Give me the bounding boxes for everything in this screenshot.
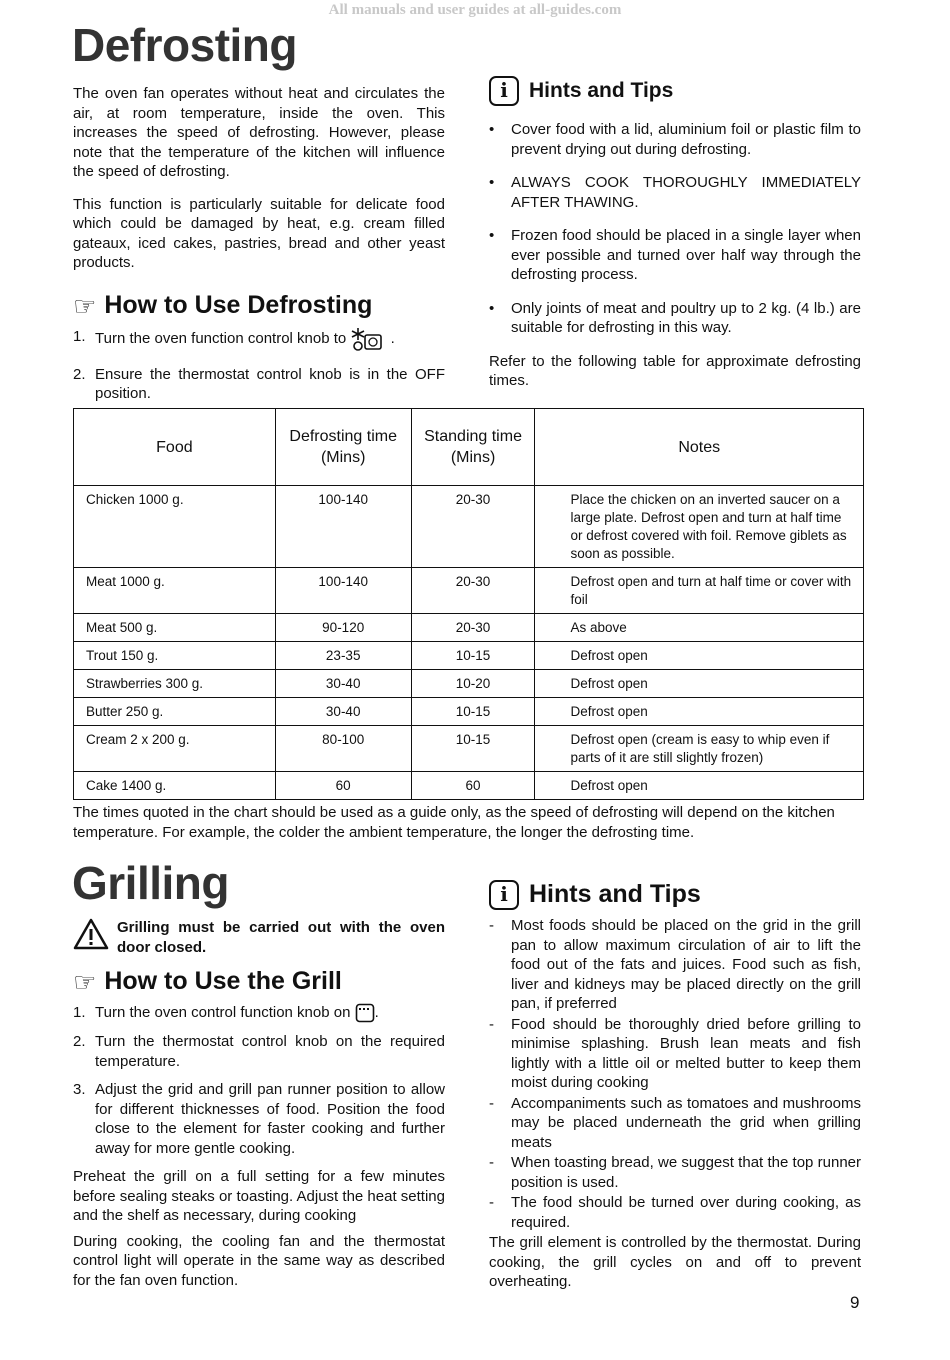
grill-step-2 — [73, 1032, 445, 1071]
defrosting-table — [73, 408, 864, 800]
grill-symbol-icon — [355, 1003, 375, 1023]
pointing-hand-icon: ☞ — [73, 967, 97, 997]
defrosting-intro-2: This function is particularly suitable for delicate food which could be damaged by heat, e.g. cream filled gateaux, iced cakes, pastries, bread and other yeast products. — [73, 195, 445, 271]
defrost-hints-heading — [489, 76, 861, 106]
step-text: Turn the oven control function knob on — [95, 1004, 351, 1021]
grill-step-1 — [73, 1003, 445, 1023]
step-text: Turn the thermostat control knob on the required temperature. — [95, 1033, 445, 1070]
defrost-hint-item: • Frozen food should be placed in a single layer when ever possible and turned over half way through the defrosting process. — [489, 227, 861, 283]
defrost-hint-item: • ALWAYS COOK THOROUGHLY IMMEDIATELY AFTER THAWING. — [489, 174, 861, 211]
grilling-para-1: Preheat the grill on a full setting for a few minutes before sealing steaks or toasting. Adjust the heat setting and the shelf as necessary, during cooking — [73, 1168, 445, 1225]
step-text: Turn the oven function control knob to — [95, 329, 347, 347]
grill-hint-item: - The food should be turned over during cooking, as required. — [489, 1194, 861, 1231]
how-to-defrost-heading — [73, 290, 445, 321]
step-number: 3. — [73, 1081, 86, 1099]
how-to-defrost-title: How to Use Defrosting — [104, 290, 373, 319]
defrosting-title: Defrosting — [72, 19, 297, 71]
how-to-grill-heading — [73, 969, 445, 995]
defrost-hint-item: • Cover food with a lid, aluminium foil or plastic film to prevent drying out during defrosting. — [489, 121, 861, 158]
table-row: Cake 1400 g. 60 60 Defrost open — [74, 772, 864, 800]
defrosting-left-column — [73, 84, 445, 413]
step-text: Adjust the grid and grill pan runner position to allow for different thicknesses of food. Position the food close to the element for faster cooking and further away for more gentle cooking. — [95, 1081, 445, 1157]
warning-triangle-icon — [73, 918, 109, 950]
table-row: Trout 150 g. 23-35 10-15 Defrost open — [74, 642, 864, 670]
grill-closing-text: The grill element is controlled by the thermostat. During cooking, the grill cycles on and off to prevent overheating. — [489, 1234, 861, 1290]
defrosting-footnote: The times quoted in the chart should be used as a guide only, as the speed of defrosting will depend on the kitchen temperature. For example, the colder the ambient temperature, the longer the defrosting time. — [73, 804, 835, 841]
watermark: All manuals and user guides at all-guides.com — [328, 2, 622, 18]
grill-hint-item: - When toasting bread, we suggest that the top runner position is used. — [489, 1154, 861, 1191]
warning-text: Grilling must be carried out with the oven door closed. — [117, 919, 445, 956]
step-suffix: . — [374, 1004, 379, 1021]
grill-hints-title: Hints and Tips — [529, 880, 701, 909]
step-number: 2. — [73, 1033, 86, 1051]
header-defrosting-time: Defrosting time (Mins) — [275, 409, 411, 486]
table-row: Meat 1000 g. 100-140 20-30 Defrost open and turn at half time or cover with foil — [74, 568, 864, 614]
page-number: 9 — [850, 1293, 860, 1312]
grill-hint-item: - Accompaniments such as tomatoes and mushrooms may be placed underneath the grid when grilling meats — [489, 1094, 861, 1151]
header-food: Food — [74, 409, 276, 486]
table-row: Butter 250 g. 30-40 10-15 Defrost open — [74, 698, 864, 726]
info-icon: i — [489, 880, 519, 910]
grilling-left-column — [73, 918, 445, 1303]
defrost-hints-title: Hints and Tips — [529, 79, 674, 103]
table-row: Meat 500 g. 90-120 20-30 As above — [74, 614, 864, 642]
header-standing-time: Standing time (Mins) — [411, 409, 535, 486]
defrosting-hints-column — [489, 76, 861, 391]
grill-hints-heading — [489, 880, 861, 910]
defrost-symbol-icon — [350, 327, 386, 351]
defrost-step-1 — [73, 327, 445, 351]
table-row: Cream 2 x 200 g. 80-100 10-15 Defrost open (cream is easy to whip even if parts of it are still slightly frozen) — [74, 726, 864, 772]
table-row: Chicken 1000 g. 100-140 20-30 Place the chicken on an inverted saucer on a large plate. Defrost open and turn at half time or defrost covered with foil. Remove giblets as soon as possible. — [74, 486, 864, 568]
step-number: 2. — [73, 365, 86, 383]
defrost-step-2 — [73, 365, 445, 404]
defrost-hint-item: • Only joints of meat and poultry up to 2 kg. (4 lb.) are suitable for defrosting in this way. — [489, 299, 861, 336]
grilling-title: Grilling — [72, 857, 229, 909]
step-number: 1. — [73, 327, 86, 345]
grilling-para-2: During cooking, the cooling fan and the thermostat control light will operate in the same way as described for the fan oven function. — [73, 1232, 445, 1289]
defrosting-intro-1: The oven fan operates without heat and circulates the air, at room temperature, inside the oven. This increases the speed of defrosting. However, please note that the temperature of the kitchen will influence the speed of defrosting. — [73, 85, 445, 180]
step-number: 1. — [73, 1004, 86, 1021]
step-suffix: . — [390, 329, 395, 347]
info-icon: i — [489, 76, 519, 106]
table-row: Strawberries 300 g. 30-40 10-20 Defrost open — [74, 670, 864, 698]
pointing-hand-icon: ☞ — [73, 290, 97, 321]
grill-hint-item: - Food should be thoroughly dried before grilling to minimise splashing. Brush lean meats and fish lightly with a little oil or melted butter to keep them moist during cooking — [489, 1015, 861, 1091]
grill-hint-item: - Most foods should be placed on the grid in the grill pan to allow maximum circulation of air to lift the food out of the fats and juices. Food such as fish, liver and kidneys may be placed directly on the grill pan, if preferred — [489, 917, 861, 1012]
grill-step-3 — [73, 1080, 445, 1158]
how-to-grill-title: How to Use the Grill — [104, 967, 342, 996]
header-notes: Notes — [535, 409, 864, 486]
step-text: Ensure the thermostat control knob is in the OFF position. — [95, 365, 445, 402]
defrost-refer-text: Refer to the following table for approximate defrosting times. — [489, 352, 861, 389]
table-header-row — [74, 409, 864, 486]
grilling-warning — [73, 918, 445, 957]
grilling-hints-column — [489, 880, 861, 1292]
